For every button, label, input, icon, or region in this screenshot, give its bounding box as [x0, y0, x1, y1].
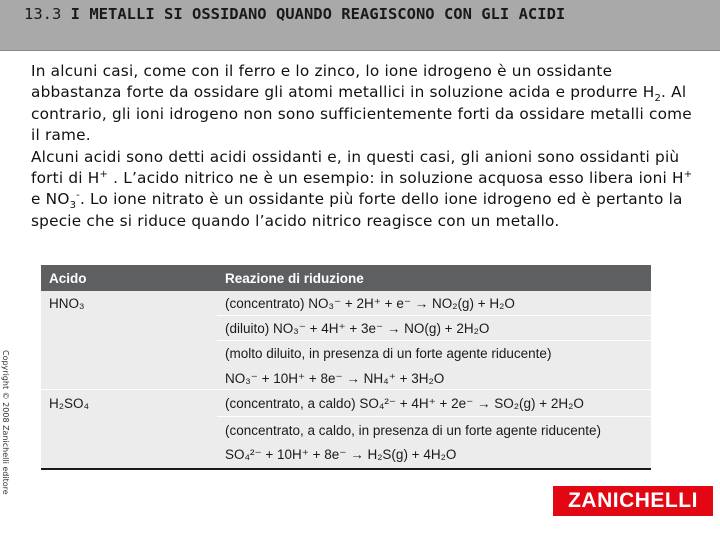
p1-tail: . Al contrario, gli ioni idrogeno non sono sufficientemente forti da ossidare metalli come il rame.	[31, 83, 692, 145]
acid-cell: H₂SO₄	[49, 396, 90, 411]
reaction-cell: (concentrato, a caldo, in presenza di un forte agente riducente)	[225, 423, 601, 438]
p2-text-c: e NO	[31, 190, 70, 209]
p2-text-b: . L’acido nitrico ne è un esempio: in soluzione acquosa esso libera ioni H	[108, 169, 684, 188]
p2-text-a: Alcuni acidi sono detti acidi ossidanti e, in questi casi, gli anioni sono ossidanti più forti di H	[31, 147, 680, 188]
table-row	[41, 316, 651, 340]
copyright-notice	[2, 350, 18, 530]
row-divider	[217, 416, 651, 417]
copyright-text: Copyright © 2008 Zanichelli editore	[1, 350, 10, 495]
reaction-cell: (diluito) NO₃⁻ + 4H⁺ + 3e⁻ → NO(g) + 2H₂O	[225, 321, 490, 336]
table-row	[41, 341, 651, 365]
reaction-cell: NO₃⁻ + 10H⁺ + 8e⁻ → NH₄⁺ + 3H₂O	[225, 371, 445, 386]
paragraph-1	[31, 61, 696, 147]
section-number: 13.3	[24, 5, 62, 23]
p1-text: In alcuni casi, come con il ferro e lo zinco, lo ione idrogeno è un ossidante abbastanza forte da ossidare gli atomi metallici in soluzione acida e produrre H	[31, 62, 655, 102]
p2-sup-2: +	[683, 168, 693, 180]
reaction-cell: SO₄²⁻ + 10H⁺ + 8e⁻ → H₂S(g) + 4H₂O	[225, 447, 457, 462]
title-text: I METALLI SI OSSIDANO QUANDO REAGISCONO CON GLI ACIDI	[70, 5, 566, 23]
title-bar	[0, 0, 720, 51]
zanichelli-logo: ZANICHELLI	[553, 486, 713, 516]
table-row	[41, 442, 651, 466]
p2-sub: 3	[69, 200, 77, 212]
slide-title	[24, 4, 704, 25]
table-row	[41, 291, 651, 315]
body-text	[31, 61, 696, 232]
p2-sup-1: +	[99, 168, 109, 180]
reaction-cell: (concentrato, a caldo) SO₄²⁻ + 4H⁺ + 2e⁻ → SO₂(g) + 2H₂O	[225, 396, 584, 411]
table-row	[41, 418, 651, 442]
table-header	[41, 265, 651, 291]
p1-subscript: 2	[654, 93, 662, 105]
header-acid: Acido	[49, 271, 87, 286]
table-row	[41, 391, 651, 415]
paragraph-2	[31, 147, 696, 233]
table-row	[41, 366, 651, 390]
acid-cell: HNO₃	[49, 296, 85, 311]
reaction-cell: (molto diluito, in presenza di un forte agente riducente)	[225, 346, 552, 361]
reduction-table	[41, 265, 651, 470]
p2-sup-3: -	[76, 190, 80, 202]
reaction-cell: (concentrato) NO₃⁻ + 2H⁺ + e⁻ → NO₂(g) + H₂O	[225, 296, 515, 311]
header-reaction: Reazione di riduzione	[225, 271, 364, 286]
p2-text-d: . Lo ione nitrato è un ossidante più forte dello ione idrogeno ed è pertanto la specie che si riduce quando l’acido nitrico reagisce con un metallo.	[31, 190, 683, 230]
group-divider	[41, 389, 651, 390]
